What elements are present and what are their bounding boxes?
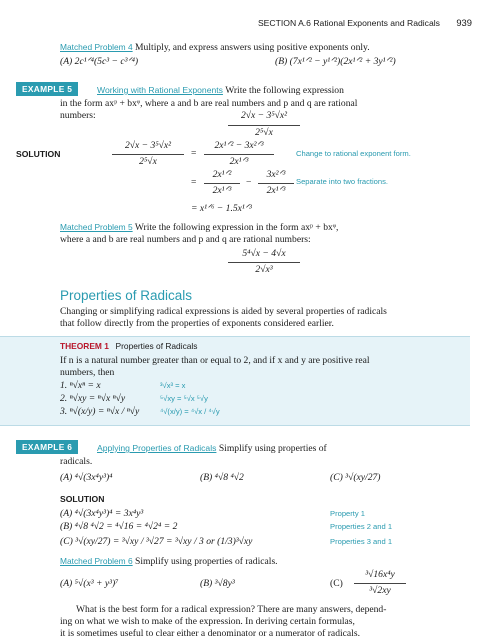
example-5-text-2: in the form axᵖ + bxᵠ, where a and b are real numbers and p and q are rational [60, 98, 358, 109]
example-6-heading [97, 443, 327, 454]
example-5-expr-fraction-bar [228, 125, 300, 126]
solution-step-2-a-bar [204, 183, 240, 184]
solution-step-1-right-num: 2x¹ᐟ² − 3x²ᐟ³ [214, 140, 264, 151]
example-5-text-3: numbers: [60, 110, 96, 121]
matched-problem-6-part-c-bar [354, 583, 406, 584]
theorem-1-text-1: If n is a natural number greater than or equal to 2, and if x and y are positive real [60, 355, 370, 366]
example-5-text-1: Write the following expression [225, 85, 344, 96]
example-5-heading [97, 85, 344, 96]
closing-line-2: ing on what we wish to make of the expression. In deriving certain formulas, [60, 616, 355, 627]
solution-step-1-right-den: 2x¹ᐟ³ [229, 156, 249, 167]
theorem-1-label: THEOREM 1 [60, 341, 109, 351]
matched-problem-6-part-c-label: (C) [330, 578, 343, 589]
solution-step-1-left-bar [112, 154, 184, 155]
example-6-solution-b-note: Properties 2 and 1 [330, 522, 393, 531]
page-header [258, 17, 472, 28]
example-5-solution-label: SOLUTION [16, 149, 61, 159]
example-6-part-c: (C) ³√(xy/27) [330, 472, 381, 483]
solution-step-2-b-bar [258, 183, 294, 184]
example-5-title: Working with Rational Exponents [97, 85, 223, 95]
example-6-text: Simplify using properties of [218, 443, 327, 454]
solution-step-1-right-bar [204, 154, 274, 155]
solution-step-3: = x¹ᐟ⁶ − 1.5x¹ᐟ³ [191, 203, 252, 214]
example-6-solution-c: (C) ³√(xy/27) = ³√xy / ³√27 = ³√xy / 3 or (1/3)³√xy [60, 536, 253, 547]
example-6-title: Applying Properties of Radicals [97, 443, 217, 453]
example-6-text-2: radicals. [60, 456, 93, 467]
solution-step-1-left-den: 2⁵√x [139, 156, 157, 167]
example-6-solution-a-note: Property 1 [330, 509, 366, 518]
example-5-badge: EXAMPLE 5 [16, 82, 78, 96]
solution-note-2: Separate into two fractions. [296, 177, 389, 186]
matched-problem-6-part-b: (B) ³√8y³ [200, 578, 235, 589]
example-6-solution-label: SOLUTION [60, 494, 105, 504]
theorem-1-rule-2: 2. ⁿ√xy = ⁿ√x ⁿ√y [60, 393, 126, 404]
page-number: 939 [456, 17, 472, 28]
example-6-part-b: (B) ⁴√8 ⁴√2 [200, 472, 244, 483]
matched-problem-4-part-a: (A) 2c¹ᐟ⁴(5c³ − c³ᐟ⁴) [60, 56, 139, 67]
matched-problem-6-label: Matched Problem 6 [60, 556, 133, 566]
matched-problem-5-denominator: 2√x³ [255, 264, 273, 275]
solution-step-2-a-den: 2x¹ᐟ³ [212, 185, 232, 196]
theorem-1-rule-3: 3. ⁿ√(x/y) = ⁿ√x / ⁿ√y [60, 406, 140, 417]
matched-problem-5-numerator: 5⁴√x − 4√x [242, 248, 286, 259]
matched-problem-5-bar [228, 262, 300, 263]
theorem-1-rule-1: 1. ⁿ√xⁿ = x [60, 380, 101, 391]
matched-problem-4 [60, 42, 370, 53]
section-heading: Properties of Radicals [60, 288, 193, 303]
matched-problem-6-text: Simplify using properties of radicals. [135, 556, 278, 567]
solution-step-2-b-num: 3x²ᐟ³ [266, 169, 286, 180]
minus-sign: − [246, 177, 252, 188]
properties-paragraph-1: Changing or simplifying radical expressions is aided by several properties of radicals [60, 306, 387, 317]
properties-paragraph-2: that follow directly from the properties of exponents considered earlier. [60, 318, 334, 329]
matched-problem-5-text-1: Write the following expression in the form axᵖ + bxᵠ, [134, 222, 339, 233]
example-6-badge: EXAMPLE 6 [16, 440, 78, 454]
solution-step-1-left-num: 2√x − 3⁵√x² [124, 140, 172, 151]
example-5-expr-denominator: 2⁵√x [255, 127, 273, 138]
solution-note-1: Change to rational exponent form. [296, 149, 411, 158]
example-6-solution-a: (A) ⁴√(3x⁴y³)⁴ = 3x⁴y³ [60, 508, 144, 519]
theorem-1-rule-2-example: ⁵√xy = ⁵√x ⁵√y [160, 394, 208, 403]
theorem-1-text-2: numbers, then [60, 367, 115, 378]
example-6-solution-b: (B) ⁴√8 ⁴√2 = ⁴√16 = ⁴√2⁴ = 2 [60, 521, 178, 532]
matched-problem-6-part-c-num: ³√16x⁴y [365, 569, 395, 580]
theorem-1-rule-1-example: ³√x³ = x [160, 381, 186, 390]
theorem-1-heading [60, 341, 197, 352]
matched-problem-5 [60, 222, 338, 233]
example-6-solution-c-note: Properties 3 and 1 [330, 537, 393, 546]
matched-problem-6-part-c-den: ³√2xy [369, 585, 391, 596]
matched-problem-6 [60, 556, 278, 567]
equals-sign-1: = [191, 148, 197, 159]
closing-line-3: it is sometimes useful to clear either a denominator or a numerator of radicals. [60, 628, 360, 639]
closing-line-1: What is the best form for a radical expression? There are many answers, depend- [76, 604, 387, 615]
example-5-expr-numerator: 2√x − 3⁵√x² [240, 110, 288, 121]
solution-step-2-b-den: 2x¹ᐟ³ [266, 185, 286, 196]
matched-problem-4-label: Matched Problem 4 [60, 42, 133, 52]
matched-problem-4-text: Multiply, and express answers using positive exponents only. [135, 42, 370, 53]
matched-problem-5-text-2: where a and b are real numbers and p and q are rational numbers: [60, 234, 311, 245]
solution-step-2-a-num: 2x¹ᐟ² [212, 169, 232, 180]
matched-problem-6-part-a: (A) ⁵√(x³ + y³)⁷ [60, 578, 119, 589]
matched-problem-5-label: Matched Problem 5 [60, 222, 133, 232]
equals-sign-2: = [191, 177, 197, 188]
theorem-1-title: Properties of Radicals [115, 341, 198, 351]
section-title: SECTION A.6 Rational Exponents and Radicals [257, 18, 440, 28]
matched-problem-4-part-b: (B) (7x¹ᐟ² − y¹ᐟ²)(2x¹ᐟ² + 3y¹ᐟ²) [275, 56, 396, 67]
theorem-1-rule-3-example: ⁴√(x/y) = ⁴√x / ⁴√y [160, 407, 220, 416]
example-6-part-a: (A) ⁴√(3x⁴y³)⁴ [60, 472, 113, 483]
